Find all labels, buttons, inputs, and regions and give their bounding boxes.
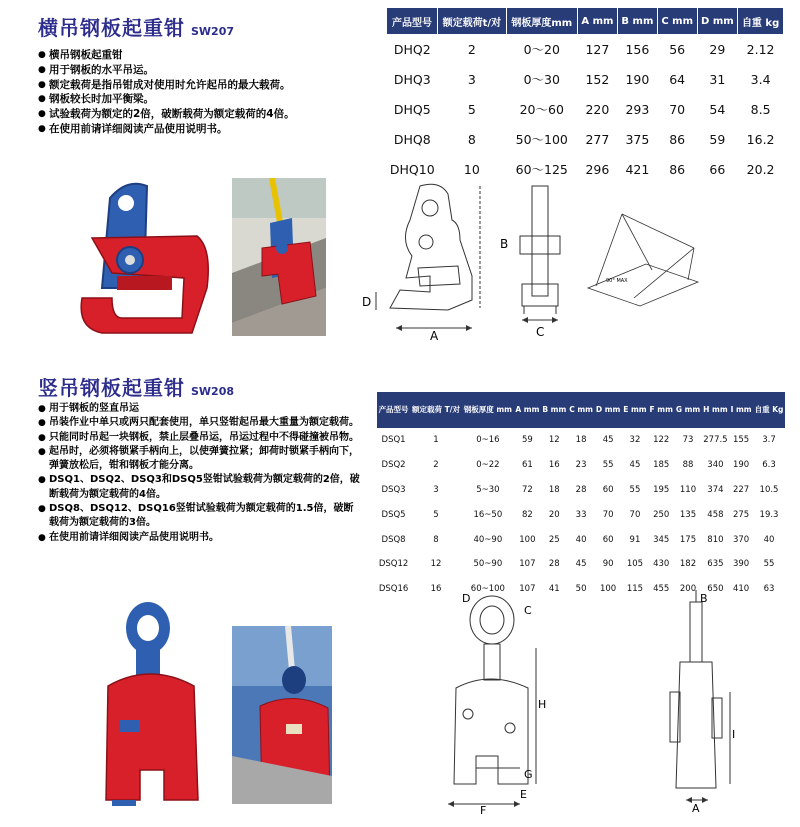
table-cell: 16.2 xyxy=(746,131,775,147)
table-cell: 3.7 xyxy=(762,435,776,446)
table-cell: 5 xyxy=(467,101,476,117)
table-cell: 107 xyxy=(519,559,536,570)
table-cell: 72 xyxy=(521,484,533,495)
table-cell: 0～20 xyxy=(523,42,560,57)
section1-feature-list xyxy=(38,48,368,137)
table-cell: 2 xyxy=(433,460,439,471)
vertical-clamp-side-drawing xyxy=(650,588,750,816)
column-header: 产品型号 xyxy=(387,8,438,34)
column-header: 产品型号 xyxy=(377,392,410,428)
table-cell: 220 xyxy=(585,101,610,117)
horizontal-clamp-photo xyxy=(72,178,222,338)
table-cell: 155 xyxy=(732,435,750,446)
section2-feature-list xyxy=(38,402,360,545)
section2-title-text: 竖吊钢板起重钳 xyxy=(38,376,185,400)
table-cell: 70 xyxy=(629,509,641,520)
table-cell: 50～100 xyxy=(515,132,568,147)
feature-item: ● 起吊时，必须将锁紧手柄向上，以使弹簧拉紧；卸荷时锁紧手柄向下，弹簧放松后，钳和钢板才能分离。 xyxy=(38,445,360,474)
dim-label-e: E xyxy=(520,788,527,801)
table-cell: DSQ1 xyxy=(381,435,406,446)
table-cell: 458 xyxy=(707,509,724,520)
table-cell: 182 xyxy=(679,559,697,570)
dim-label-c2: C xyxy=(524,604,532,617)
dim-label-d2: D xyxy=(462,592,471,605)
column-header: C mm xyxy=(657,8,697,34)
table-cell: 1 xyxy=(433,435,439,446)
table-cell: 70 xyxy=(602,509,614,520)
table-cell: DHQ3 xyxy=(393,71,431,87)
table-cell: 293 xyxy=(625,101,650,117)
table-cell: 110 xyxy=(679,484,697,495)
column-header: D mm xyxy=(594,392,621,428)
table-cell: 86 xyxy=(669,131,686,147)
dim-label-a2: A xyxy=(692,802,700,815)
dim-label-b: B xyxy=(500,237,509,251)
column-header: 额定载荷t/对 xyxy=(438,8,507,34)
column-header: 钢板厚度 mm xyxy=(462,392,514,428)
table-cell: 55 xyxy=(602,460,614,471)
table-row xyxy=(377,428,785,453)
table-cell: 100 xyxy=(519,534,536,545)
table-cell: 12 xyxy=(430,559,442,570)
table-cell: 277 xyxy=(585,131,610,147)
section1-spec-table xyxy=(387,8,784,184)
table-row xyxy=(377,552,785,577)
section1-model: SW207 xyxy=(191,25,235,38)
table-cell: 20 xyxy=(548,509,560,520)
table-cell: 63 xyxy=(763,584,775,595)
column-header: C mm xyxy=(568,392,595,428)
table-cell: 635 xyxy=(707,559,724,570)
horizontal-clamp-side-drawing xyxy=(512,180,572,340)
table-cell: 33 xyxy=(575,509,587,520)
column-header: B mm xyxy=(617,8,657,34)
table-row xyxy=(377,453,785,478)
table-cell: 41 xyxy=(548,584,560,595)
table-cell: 20.2 xyxy=(746,161,775,177)
table-cell: DHQ5 xyxy=(393,101,431,117)
table-cell: 390 xyxy=(732,559,750,570)
table-cell: 88 xyxy=(682,460,694,471)
table-row xyxy=(387,64,784,94)
table-cell: 16 xyxy=(548,460,560,471)
feature-item: ● 在使用前请详细阅读产品使用说明书。 xyxy=(38,531,360,545)
table-cell: 0~22 xyxy=(476,460,500,471)
table-cell: 60～125 xyxy=(515,162,568,177)
horizontal-clamp-in-use-photo xyxy=(232,178,326,336)
section1-title xyxy=(38,12,234,41)
table-cell: 40~90 xyxy=(473,534,503,545)
table-cell: 32 xyxy=(629,435,641,446)
column-header: A mm xyxy=(577,8,617,34)
feature-item: ● DSQ8、DSQ12、DSQ16竖钳试验载荷为额定载荷的1.5倍，破断载荷为额定载荷的3倍。 xyxy=(38,502,360,531)
table-cell: 10 xyxy=(463,161,480,177)
column-header: 自重 kg xyxy=(738,8,784,34)
table-cell: 105 xyxy=(626,559,644,570)
table-cell: 421 xyxy=(625,161,650,177)
table-cell: 55 xyxy=(763,559,775,570)
table-cell: DSQ12 xyxy=(378,559,409,570)
table-cell: 195 xyxy=(653,484,670,495)
column-header: 钢板厚度mm xyxy=(506,8,577,34)
feature-item: ● 用于钢板的竖直吊运 xyxy=(38,402,360,416)
column-header: D mm xyxy=(697,8,738,34)
table-cell: 3.4 xyxy=(750,71,771,87)
table-cell: DSQ2 xyxy=(381,460,406,471)
horizontal-clamp-front-drawing xyxy=(360,180,520,340)
table-cell: 55 xyxy=(629,484,641,495)
dim-label-c: C xyxy=(536,325,545,339)
column-header: I mm xyxy=(729,392,753,428)
table-cell: DSQ3 xyxy=(381,484,406,495)
table-cell: 61 xyxy=(521,460,533,471)
table-row xyxy=(387,94,784,124)
table-cell: 200 xyxy=(679,584,697,595)
table-cell: 100 xyxy=(599,584,617,595)
table-cell: 5~30 xyxy=(476,484,500,495)
column-header: 额定载荷 T/对 xyxy=(410,392,462,428)
table-cell: 156 xyxy=(625,41,650,57)
table-cell: DSQ16 xyxy=(378,584,409,595)
dim-label-i: I xyxy=(732,728,736,741)
table-cell: 296 xyxy=(585,161,610,177)
table-cell: DSQ8 xyxy=(381,534,406,545)
table-cell: 185 xyxy=(653,460,670,471)
table-cell: 45 xyxy=(602,435,614,446)
table-cell: 5 xyxy=(433,509,439,520)
table-header-row xyxy=(387,8,784,34)
table-cell: 8.5 xyxy=(750,101,771,117)
table-cell: 16 xyxy=(430,584,442,595)
table-cell: 59 xyxy=(521,435,533,446)
table-cell: 190 xyxy=(625,71,650,87)
table-cell: 18 xyxy=(548,484,560,495)
section2-spec-table xyxy=(377,392,785,602)
table-cell: 18 xyxy=(575,435,587,446)
table-cell: 10.5 xyxy=(759,484,779,495)
table-cell: 25 xyxy=(548,534,560,545)
dim-label-b2: B xyxy=(700,592,708,605)
horizontal-clamp-usage-drawing xyxy=(582,206,702,326)
table-cell: 122 xyxy=(653,435,670,446)
table-cell: 430 xyxy=(653,559,670,570)
table-cell: 31 xyxy=(709,71,726,87)
table-cell: 16~50 xyxy=(473,509,503,520)
table-cell: 190 xyxy=(732,460,750,471)
column-header: H mm xyxy=(702,392,729,428)
table-cell: DHQ2 xyxy=(393,41,431,57)
table-cell: 56 xyxy=(669,41,686,57)
table-cell: 60 xyxy=(602,484,614,495)
table-cell: 45 xyxy=(629,460,641,471)
table-cell: 410 xyxy=(732,584,750,595)
table-cell: 3 xyxy=(467,71,476,87)
table-cell: 152 xyxy=(585,71,610,87)
section2-title xyxy=(38,372,234,401)
feature-item: ● 试验载荷为额定的2倍，破断载荷为额定载荷的4倍。 xyxy=(38,107,368,122)
column-header: G mm xyxy=(674,392,701,428)
table-cell: 73 xyxy=(682,435,694,446)
column-header: A mm xyxy=(514,392,541,428)
table-cell: 275 xyxy=(732,509,750,520)
table-cell: 6.3 xyxy=(762,460,776,471)
feature-item: ● 在使用前请详细阅读产品使用说明书。 xyxy=(38,122,368,137)
table-cell: 12 xyxy=(548,435,560,446)
table-cell: DSQ5 xyxy=(381,509,406,520)
feature-item: ● 钢板较长时加平衡梁。 xyxy=(38,92,368,107)
table-cell: 66 xyxy=(709,161,726,177)
table-cell: 107 xyxy=(519,584,536,595)
table-cell: 2 xyxy=(467,41,476,57)
table-cell: 23 xyxy=(575,460,587,471)
table-cell: 8 xyxy=(467,131,476,147)
table-row xyxy=(377,527,785,552)
dim-label-f: F xyxy=(480,804,487,816)
table-cell: 135 xyxy=(679,509,697,520)
table-cell: 70 xyxy=(669,101,686,117)
table-cell: 374 xyxy=(707,484,724,495)
vertical-clamp-front-drawing xyxy=(420,588,560,816)
table-cell: 60 xyxy=(602,534,614,545)
table-cell: 0～30 xyxy=(523,72,560,87)
section1-title-text: 横吊钢板起重钳 xyxy=(38,16,185,40)
table-cell: 86 xyxy=(669,161,686,177)
table-cell: 20～60 xyxy=(519,102,564,117)
feature-item: ● 吊装作业中单只或两只配套使用，单只竖钳起吊最大重量为额定载荷。 xyxy=(38,416,360,430)
table-row xyxy=(377,478,785,503)
vertical-clamp-photo xyxy=(90,600,210,812)
table-cell: 345 xyxy=(653,534,670,545)
column-header: B mm xyxy=(541,392,568,428)
table-cell: 91 xyxy=(629,534,641,545)
section2-model: SW208 xyxy=(191,385,235,398)
table-cell: 54 xyxy=(709,101,726,117)
table-row xyxy=(387,124,784,154)
column-header: F mm xyxy=(648,392,674,428)
table-cell: 28 xyxy=(575,484,587,495)
table-header-row xyxy=(377,392,785,428)
table-cell: 40 xyxy=(763,534,775,545)
table-cell: 250 xyxy=(653,509,670,520)
table-cell: 50~90 xyxy=(473,559,503,570)
table-cell: DHQ8 xyxy=(393,131,431,147)
table-cell: 455 xyxy=(653,584,670,595)
column-header: 自重 Kg xyxy=(753,392,785,428)
feature-item: ● 额定载荷是指吊钳成对使用时允许起吊的最大载荷。 xyxy=(38,78,368,93)
table-cell: 375 xyxy=(625,131,650,147)
table-cell: 0~16 xyxy=(476,435,500,446)
table-cell: 810 xyxy=(707,534,724,545)
dim-label-h: H xyxy=(538,698,547,711)
table-cell: 127 xyxy=(585,41,610,57)
dim-label-g: G xyxy=(524,768,533,781)
table-cell: 50 xyxy=(575,584,587,595)
table-cell: 115 xyxy=(626,584,644,595)
table-cell: 60~100 xyxy=(470,584,505,595)
table-row xyxy=(387,34,784,64)
table-cell: 2.12 xyxy=(746,41,775,57)
table-cell: 227 xyxy=(732,484,750,495)
table-cell: 82 xyxy=(521,509,533,520)
dim-label-a: A xyxy=(430,329,439,340)
column-header: E mm xyxy=(622,392,648,428)
table-row xyxy=(377,502,785,527)
table-cell: 8 xyxy=(433,534,439,545)
table-cell: 277.5 xyxy=(703,435,728,446)
table-cell: 40 xyxy=(575,534,587,545)
table-cell: 29 xyxy=(709,41,726,57)
feature-item: ● 横吊钢板起重钳 xyxy=(38,48,368,63)
vertical-clamp-in-use-photo xyxy=(232,626,332,804)
angle-label: 90° MAX xyxy=(606,278,628,284)
table-cell: 340 xyxy=(707,460,724,471)
dim-label-d: D xyxy=(362,295,372,309)
table-cell: DHQ10 xyxy=(389,161,435,177)
table-cell: 19.3 xyxy=(759,509,779,520)
table-cell: 45 xyxy=(575,559,587,570)
table-cell: 64 xyxy=(669,71,686,87)
table-cell: 59 xyxy=(709,131,726,147)
feature-item: ● 用于钢板的水平吊运。 xyxy=(38,63,368,78)
table-cell: 370 xyxy=(732,534,750,545)
table-cell: 28 xyxy=(548,559,560,570)
feature-item: ● DSQ1、DSQ2、DSQ3和DSQ5竖钳试验载荷为额定载荷的2倍，破断载荷为额定载荷的4倍。 xyxy=(38,473,360,502)
table-cell: 90 xyxy=(602,559,614,570)
table-cell: 650 xyxy=(707,584,724,595)
feature-item: ● 只能同时吊起一块钢板，禁止层叠吊运，吊运过程中不得碰撞被吊物。 xyxy=(38,431,360,445)
table-cell: 3 xyxy=(433,484,439,495)
table-cell: 175 xyxy=(679,534,697,545)
